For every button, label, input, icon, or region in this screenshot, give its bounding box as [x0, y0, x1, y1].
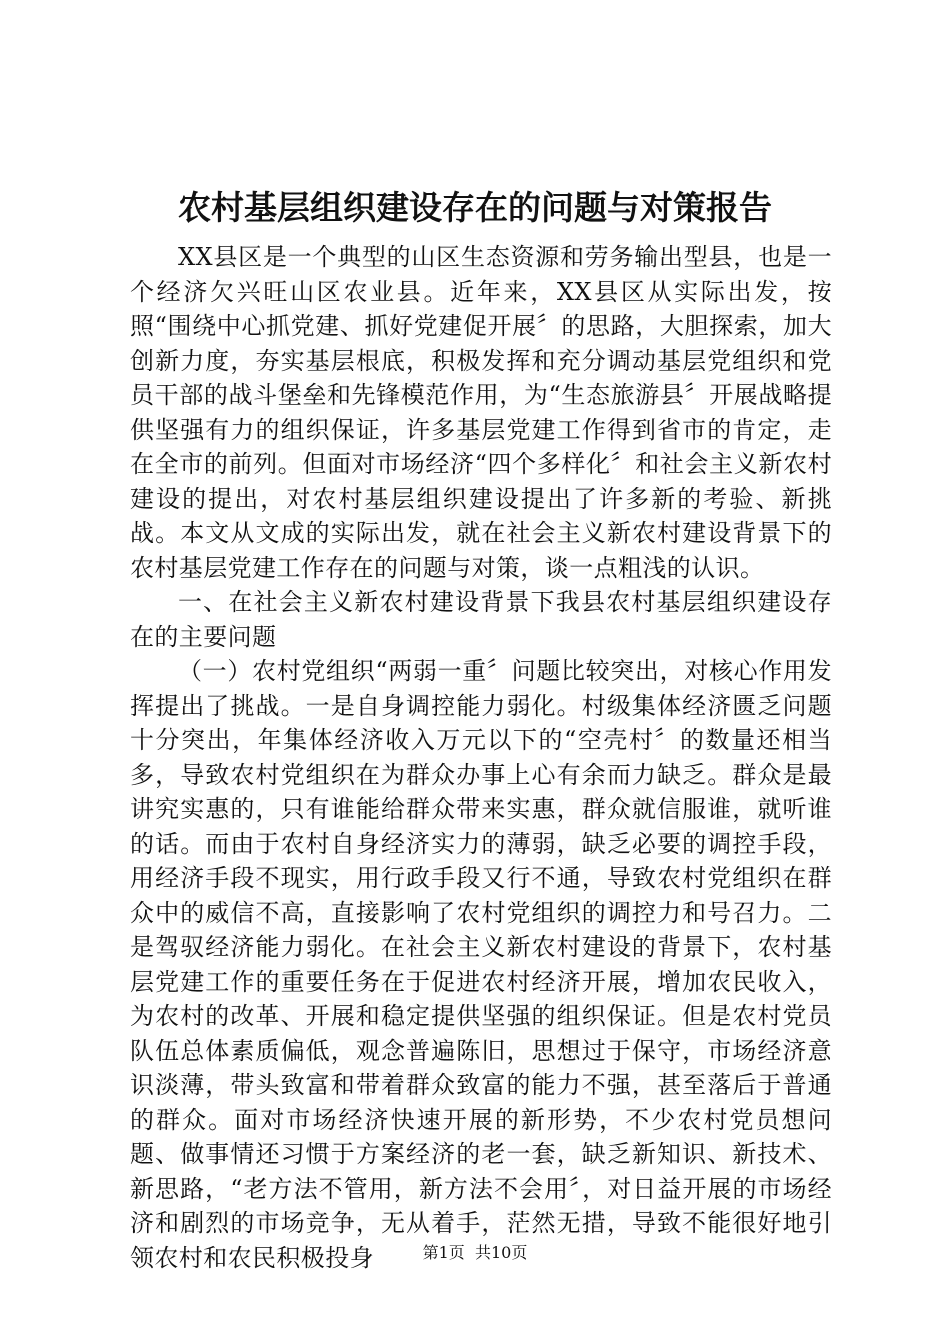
page-total: 共10页: [474, 1243, 528, 1262]
document-title: 农村基层组织建设存在的问题与对策报告: [178, 188, 772, 227]
intro-paragraph: XX县区是一个典型的山区生态资源和劳务输出型县，也是一个经济欠兴旺山区农业县。近年来，XX县区从实际出发，按照“围绕中心抓党建、抓好党建促开展〞的思路，大胆探索，加大创新力度，夯实基层根底，积极发挥和充分调动基层党组织和党员干部的战斗堡垒和先锋模范作用，为“生态旅游县〞开展战略提供坚强有力的组织保证，许多基层党建工作得到省市的肯定，走在全市的前列。但面对市场经济“四个多样化〞和社会主义新农村建设的提出，对农村基层组织建设提出了许多新的考验、新挑战。本文从文成的实际出发，就在社会主义新农村建设背景下的农村基层党建工作存在的问题与对策，谈一点粗浅的认识。: [130, 243, 832, 582]
document-body: [130, 240, 832, 1275]
section-heading: 一、在社会主义新农村建设背景下我县农村基层组织建设存在的主要问题: [130, 588, 832, 651]
page-footer: [0, 1242, 950, 1264]
subsection-paragraph: （一）农村党组织“两弱一重〞问题比较突出，对核心作用发挥提出了挑战。一是自身调控能力弱化。村级集体经济匮乏问题十分突出，年集体经济收入万元以下的“空壳村〞的数量还相当多，导致农村党组织在为群众办事上心有余而力缺乏。群众是最讲究实惠的，只有谁能给群众带来实惠，群众就信服谁，就听谁的话。而由于农村自身经济实力的薄弱，缺乏必要的调控手段，用经济手段不现实，用行政手段又行不通，导致农村党组织在群众中的威信不高，直接影响了农村党组织的调控力和号召力。二是驾驭经济能力弱化。在社会主义新农村建设的背景下，农村基层党建工作的重要任务在于促进农村经济开展，增加农民收入，为农村的改革、开展和稳定提供坚强的组织保证。但是农村党员队伍总体素质偏低，观念普遍陈旧，思想过于保守，市场经济意识淡薄，带头致富和带着群众致富的能力不强，甚至落后于普通的群众。面对市场经济快速开展的新形势，不少农村党员想问题、做事情还习惯于方案经济的老一套，缺乏新知识、新技术、新思路，“老方法不管用，新方法不会用〞，对日益开展的市场经济和剧烈的市场竞争，无从着手，茫然无措，导致不能很好地引领农村和农民积极投身: [130, 657, 832, 1272]
footer-spacer: [465, 1243, 475, 1262]
page-number: 第1页: [422, 1243, 465, 1262]
